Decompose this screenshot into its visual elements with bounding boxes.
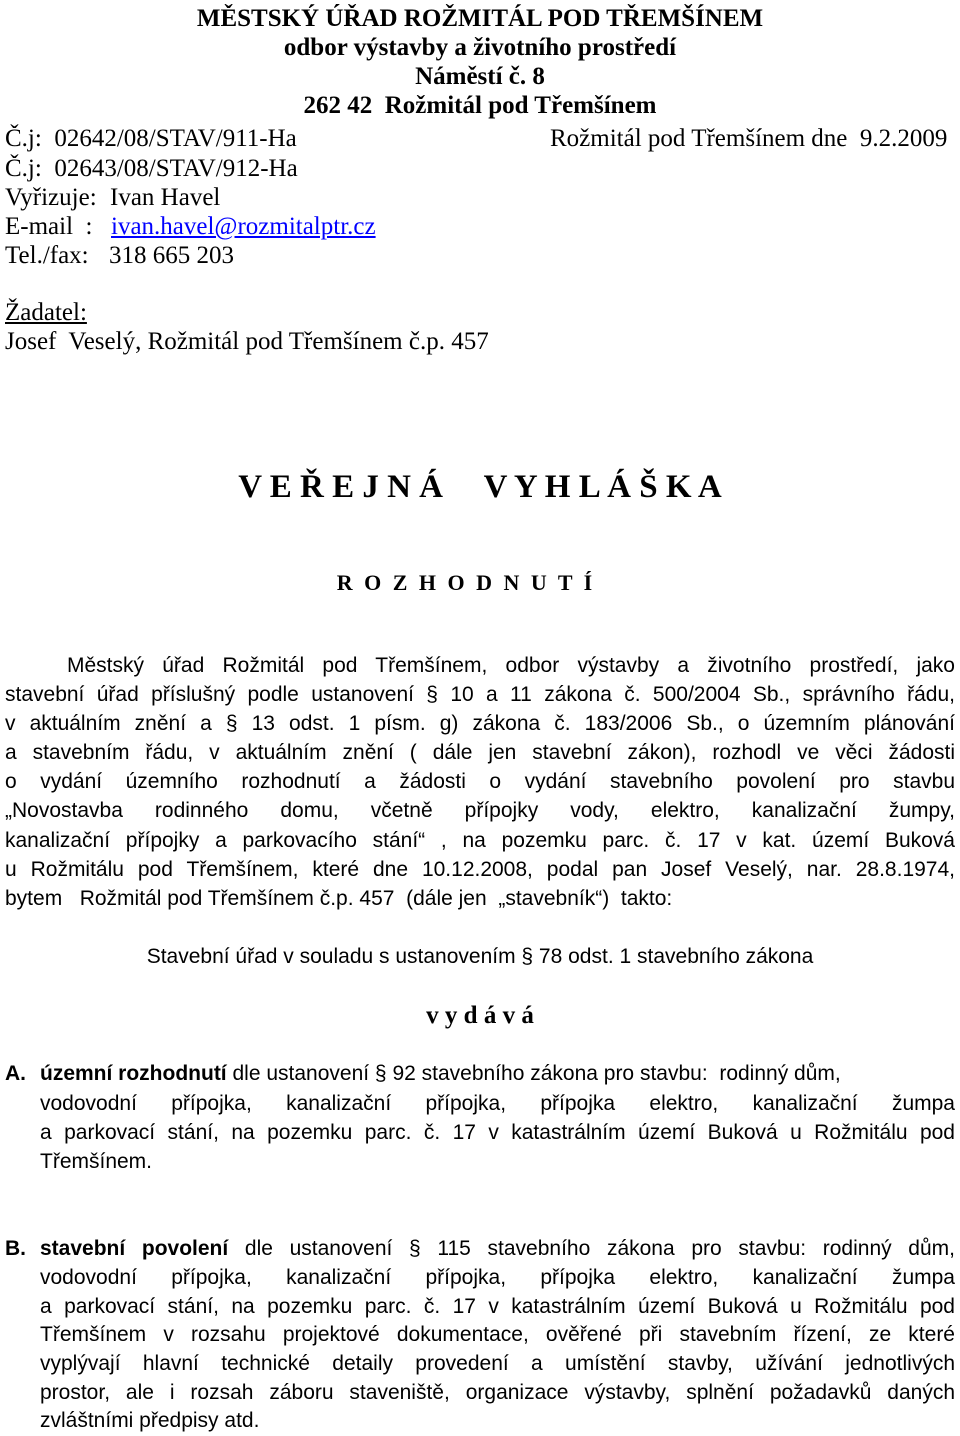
section-a-rest: dle ustanovení § 92 stavebního zákona pro stavbu: rodinný dům, [226,1062,841,1085]
section-a-marker: A. [5,1062,26,1085]
section-b-line: prostor, ale i rozsah záboru staveniště, organizace výstavby, splnění požadavků daných [40,1381,955,1404]
body-line: stavební úřad příslušný podle ustanovení § 10 a 11 zákona č. 500/2004 Sb., správního řádu, [5,683,955,706]
section-a-line: vodovodní přípojka, kanalizační přípojka, přípojka elektro, kanalizační žumpa [40,1092,955,1115]
reference-number-2: Č.j: 02643/08/STAV/912-Ha [5,155,298,182]
section-b-line: vodovodní přípojka, kanalizační přípojka, přípojka elektro, kanalizační žumpa [40,1266,955,1289]
phone-number: 318 665 203 [109,242,234,269]
body-line: „Novostavba rodinného domu, včetně přípojky vody, elektro, kanalizační žumpy, [5,799,955,822]
document-subtitle: R O Z H O D N U T Í [336,570,596,595]
office-name: MĚSTSKÝ ÚŘAD ROŽMITÁL POD TŘEMŠÍNEM [196,5,764,32]
place-and-date: Rožmitál pod Třemšínem dne 9.2.2009 [550,125,948,152]
section-b-first-line [40,1234,955,1263]
body-line: a stavebním řádu, v aktuálním znění ( dále jen stavební zákon), rozhodl ve věci žádosti [5,741,955,764]
section-a-line: Třemšínem. [40,1150,153,1173]
issues-heading: v y d á v á [426,1002,534,1029]
section-b-rest: dle ustanovení § 115 stavebního zákona pro stavbu: rodinný dům, [228,1237,955,1260]
statement: Stavební úřad v souladu s ustanovením § 78 odst. 1 stavebního zákona [146,945,814,968]
body-line: bytem Rožmitál pod Třemšínem č.p. 457 (dále jen „stavebník“) takto: [5,887,673,910]
section-b-line: zvláštními předpisy atd. [40,1409,260,1432]
body-line: Městský úřad Rožmitál pod Třemšínem, odbor výstavby a životního prostředí, jako [67,654,955,677]
email-link[interactable]: ivan.havel@rozmitalptr.cz [111,213,376,240]
document-title: V E Ř E J N Á V Y H L Á Š K A [238,469,722,505]
phone-label: Tel./fax: [5,242,89,269]
body-line: kanalizační přípojky a parkovacího stání“ , na pozemku parc. č. 17 v kat. území Buková [5,829,955,852]
applicant-label: Žadatel: [5,299,87,326]
email-label: E-mail : [5,213,93,240]
section-a-term: územní rozhodnutí [40,1062,227,1085]
section-b-line: a parkovací stání, na pozemku parc. č. 17 v katastrálním území Buková u Rožmitálu pod [40,1295,955,1318]
section-b-term: stavební povolení [40,1237,229,1260]
section-b-line: vyplývají hlavní technické detaily provedení a umístění stavby, užívání jednotlivých [40,1352,955,1375]
body-line: o vydání územního rozhodnutí a žádosti o vydání stavebního povolení pro stavbu [5,770,955,793]
section-a-line: a parkovací stání, na pozemku parc. č. 17 v katastrálním území Buková u Rožmitálu pod [40,1121,955,1144]
applicant-name: Josef Veselý, Rožmitál pod Třemšínem č.p. 457 [5,328,489,355]
handled-by-name: Ivan Havel [110,184,221,211]
office-street: Náměstí č. 8 [415,63,545,90]
reference-number-1: Č.j: 02642/08/STAV/911-Ha [5,125,297,152]
section-b-line: Třemšínem v rozsahu projektové dokumentace, ověřené při stavebním řízení, ze které [40,1323,955,1346]
body-line: u Rožmitálu pod Třemšínem, které dne 10.12.2008, podal pan Josef Veselý, nar. 28.8.1974, [5,858,955,881]
body-line: v aktuálním znění a § 13 odst. 1 písm. g) zákona č. 183/2006 Sb., o územním plánování [5,712,955,735]
section-b-marker: B. [5,1237,26,1260]
handled-by-label: Vyřizuje: [5,184,97,211]
department-name: odbor výstavby a životního prostředí [283,34,677,61]
office-city: 262 42 Rožmitál pod Třemšínem [303,92,657,119]
section-a-first-line [40,1059,841,1088]
